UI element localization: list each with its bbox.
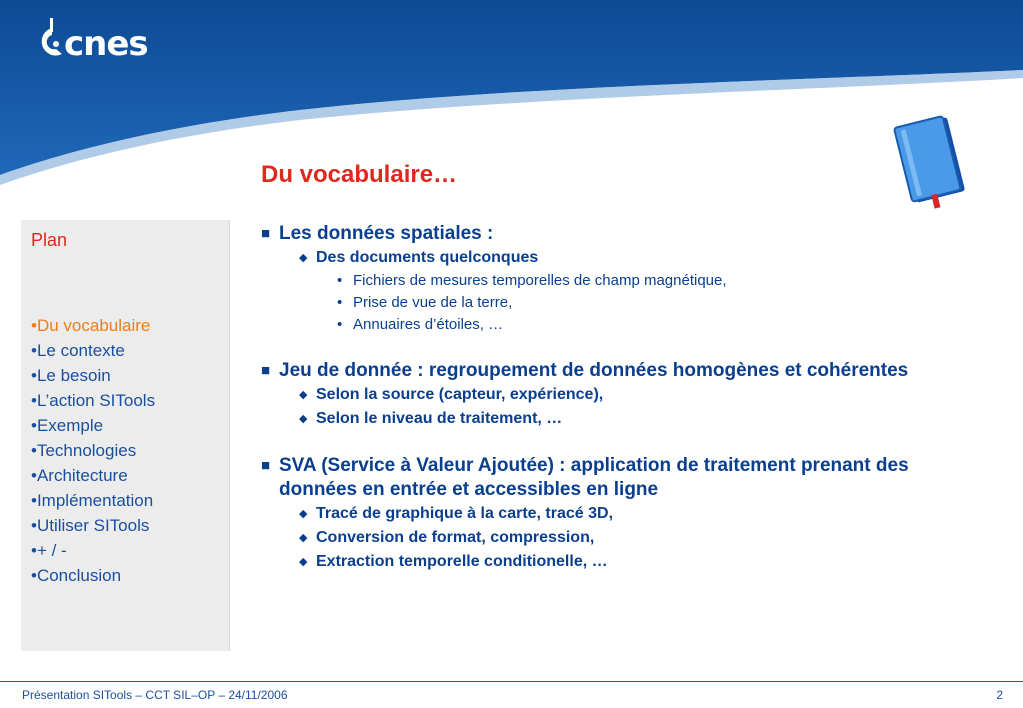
- sub-bullet-niveau: [261, 407, 961, 431]
- diamond-bullet-icon: ◆: [299, 389, 308, 401]
- plan-item-exemple: •Exemple: [31, 416, 104, 435]
- plan-item-conclusion: •Conclusion: [31, 566, 122, 585]
- footer-text: Présentation SITools – CCT SIL–OP – 24/11/2006: [22, 688, 288, 702]
- plan-item-technologies: •Technologies: [31, 441, 137, 460]
- bullet-text: Jeu de donnée : regroupement de données homogènes et cohérentes: [279, 360, 909, 381]
- slide-content: [261, 222, 961, 574]
- sub-sub-bullet-prise-de-vue: [261, 292, 961, 314]
- bullet-donnees-spatiales: [261, 222, 961, 246]
- square-bullet-icon: ■: [261, 457, 271, 474]
- footer-divider: [0, 681, 1023, 682]
- header-banner: [0, 0, 1023, 190]
- diamond-bullet-icon: ◆: [299, 508, 308, 520]
- bullet-text: SVA (Service à Valeur Ajoutée) : application de traitement prenant des données en entrée et accessibles en ligne: [279, 455, 909, 500]
- plan-item-utiliser-sitools: •Utiliser SITools: [31, 516, 150, 535]
- bullet-text: Des documents quelconques: [316, 249, 539, 266]
- plan-item-implementation: •Implémentation: [31, 491, 154, 510]
- sub-bullet-conversion: [261, 526, 961, 550]
- plan-item-du-vocabulaire: •Du vocabulaire: [31, 316, 151, 335]
- sub-bullet-extraction: [261, 550, 961, 574]
- sub-sub-bullet-annuaires: [261, 314, 961, 336]
- bullet-text: Selon le niveau de traitement, …: [316, 410, 563, 427]
- sub-bullet-source: [261, 383, 961, 407]
- dot-bullet-icon: •: [337, 316, 343, 333]
- bullet-text: Prise de vue de la terre,: [353, 294, 513, 311]
- sub-sub-bullet-fichiers: [261, 270, 961, 292]
- page-number: 2: [996, 688, 1003, 702]
- bullet-text: Extraction temporelle conditionelle, …: [316, 553, 608, 570]
- bullet-text: Tracé de graphique à la carte, tracé 3D,: [316, 505, 614, 522]
- plan-item-architecture: •Architecture: [31, 466, 128, 485]
- dot-bullet-icon: •: [337, 294, 343, 311]
- bullet-text: Fichiers de mesures temporelles de champ magnétique,: [353, 272, 727, 289]
- diamond-bullet-icon: ◆: [299, 532, 308, 544]
- cnes-logo-text: cnes: [64, 24, 148, 64]
- plan-item-plus-moins: •+ / -: [31, 541, 67, 560]
- slide-title: Du vocabulaire…: [261, 161, 458, 188]
- square-bullet-icon: ■: [261, 362, 271, 379]
- bullet-text: Annuaires d’étoiles, …: [353, 316, 504, 333]
- book-icon: [890, 110, 975, 220]
- bullet-text: Les données spatiales :: [279, 223, 494, 244]
- plan-item-le-contexte: •Le contexte: [31, 341, 125, 360]
- plan-list: [31, 313, 155, 588]
- sub-bullet-documents: [261, 246, 961, 270]
- plan-title: Plan: [31, 230, 68, 250]
- bullet-jeu-de-donnee: [261, 359, 961, 383]
- plan-item-le-besoin: •Le besoin: [31, 366, 111, 385]
- bullet-sva: [261, 454, 961, 502]
- sub-bullet-trace: [261, 502, 961, 526]
- cnes-logo-icon: [32, 18, 66, 62]
- square-bullet-icon: ■: [261, 225, 271, 242]
- diamond-bullet-icon: ◆: [299, 252, 308, 264]
- bullet-text: Conversion de format, compression,: [316, 529, 595, 546]
- bullet-text: Selon la source (capteur, expérience),: [316, 386, 604, 403]
- diamond-bullet-icon: ◆: [299, 413, 308, 425]
- plan-sidebar: [21, 220, 230, 651]
- diamond-bullet-icon: ◆: [299, 556, 308, 568]
- dot-bullet-icon: •: [337, 272, 343, 289]
- plan-item-action-sitools: •L’action SITools: [31, 391, 156, 410]
